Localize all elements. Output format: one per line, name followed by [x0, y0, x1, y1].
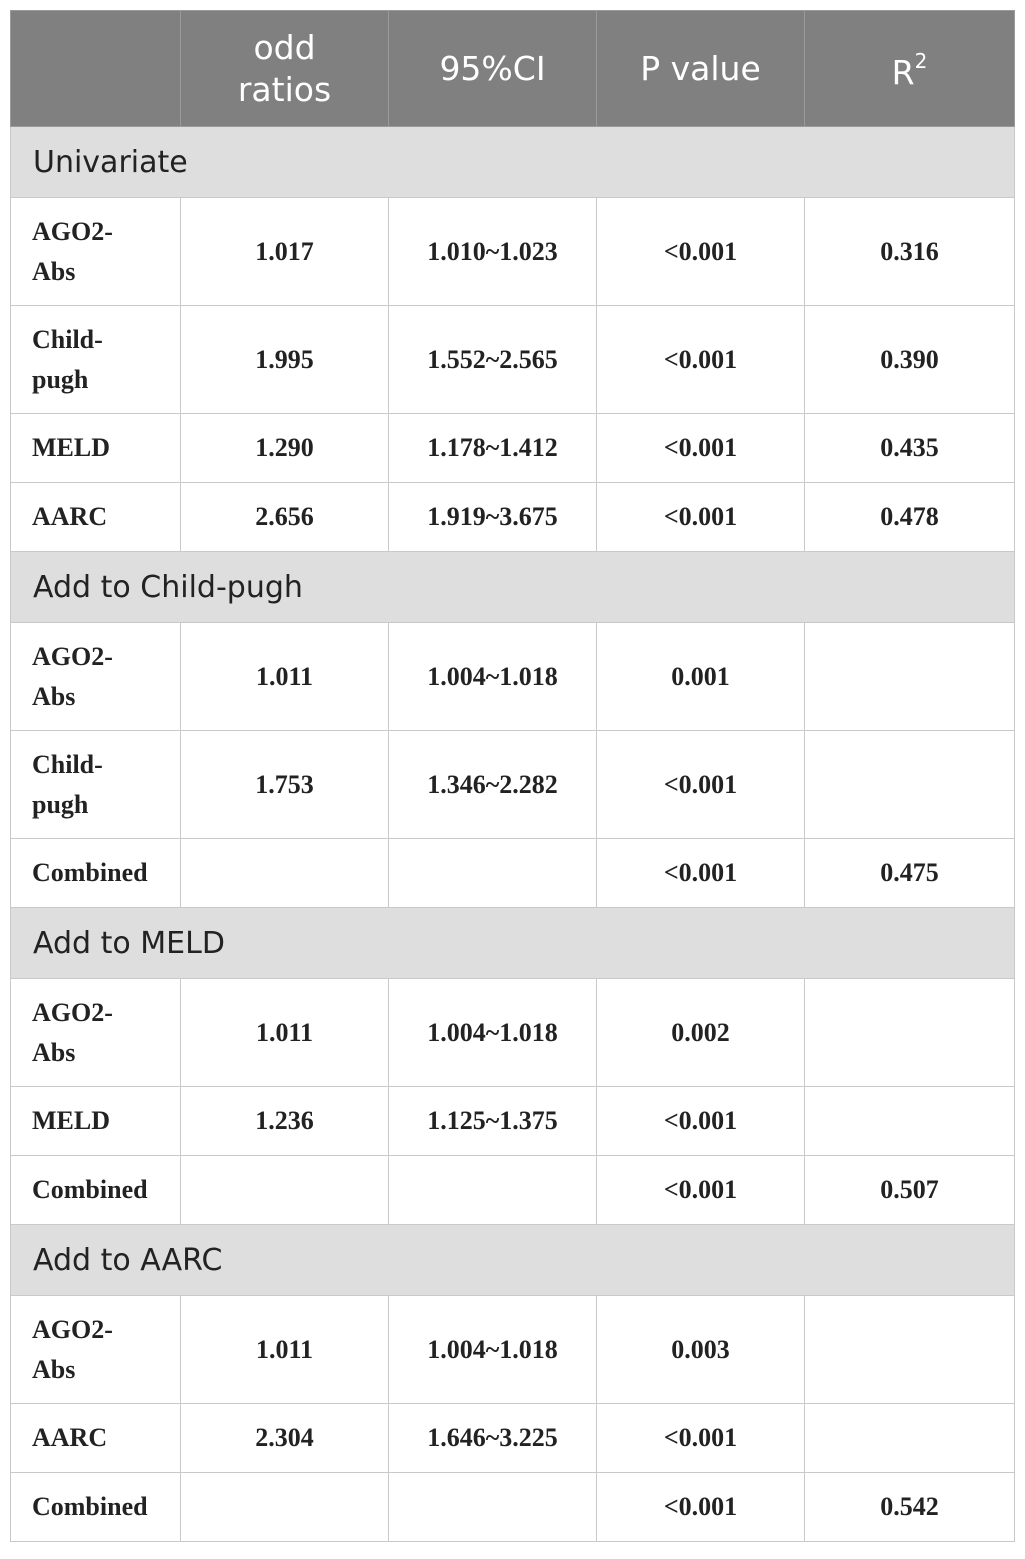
section-title: Univariate	[11, 127, 1015, 198]
p-value-cell: 0.002	[597, 979, 805, 1087]
table-row	[11, 1404, 1015, 1473]
row-label-line1: AGO2-	[32, 216, 113, 246]
ci-cell: 1.010~1.023	[389, 198, 597, 306]
p-value-cell: <0.001	[597, 1404, 805, 1473]
ci-cell	[389, 1156, 597, 1225]
row-label	[11, 1156, 181, 1225]
ci-cell	[389, 839, 597, 908]
header-odds-ratio-line2: ratios	[237, 69, 332, 109]
section-title: Add to Child-pugh	[11, 552, 1015, 623]
row-label-line1: AARC	[32, 502, 108, 531]
row-label-line1: Combined	[32, 1492, 148, 1521]
odds-ratio-cell: 1.011	[181, 1296, 389, 1404]
row-label	[11, 623, 181, 731]
r-squared-cell: 0.390	[805, 306, 1015, 414]
r-squared-cell	[805, 1404, 1015, 1473]
row-label	[11, 1296, 181, 1404]
p-value-cell: <0.001	[597, 1087, 805, 1156]
row-label-line1: AARC	[32, 1423, 108, 1452]
table-row	[11, 979, 1015, 1087]
ci-cell: 1.178~1.412	[389, 414, 597, 483]
section-title: Add to AARC	[11, 1225, 1015, 1296]
row-label-line1: Combined	[32, 1175, 148, 1204]
r-squared-cell	[805, 979, 1015, 1087]
header-r-squared	[805, 11, 1015, 127]
table-row	[11, 1473, 1015, 1542]
table-row	[11, 414, 1015, 483]
row-label	[11, 839, 181, 908]
row-label-line1: Child-	[32, 749, 103, 779]
row-label-line1: MELD	[32, 433, 110, 462]
odds-ratio-cell: 1.995	[181, 306, 389, 414]
header-odds-ratio	[181, 11, 389, 127]
row-label-line2: Abs	[32, 256, 76, 286]
r-squared-cell: 0.507	[805, 1156, 1015, 1225]
table-row	[11, 1087, 1015, 1156]
ci-cell: 1.004~1.018	[389, 623, 597, 731]
row-label	[11, 1087, 181, 1156]
odds-ratio-cell: 1.753	[181, 731, 389, 839]
p-value-cell: <0.001	[597, 414, 805, 483]
ci-cell: 1.919~3.675	[389, 483, 597, 552]
section-title: Add to MELD	[11, 908, 1015, 979]
table-body	[11, 127, 1015, 1542]
row-label-line1: Combined	[32, 858, 148, 887]
r-squared-cell	[805, 1087, 1015, 1156]
table-row	[11, 731, 1015, 839]
p-value-cell: 0.001	[597, 623, 805, 731]
row-label	[11, 306, 181, 414]
section-row	[11, 1225, 1015, 1296]
header-p-value: P value	[597, 11, 805, 127]
r-squared-cell: 0.542	[805, 1473, 1015, 1542]
ci-cell: 1.004~1.018	[389, 1296, 597, 1404]
p-value-cell: <0.001	[597, 1156, 805, 1225]
row-label-line1: AGO2-	[32, 641, 113, 671]
header-r-squared-sup: 2	[914, 48, 928, 73]
header-r-squared-base: R	[891, 52, 915, 92]
table-row	[11, 306, 1015, 414]
section-row	[11, 552, 1015, 623]
section-row	[11, 127, 1015, 198]
p-value-cell: 0.003	[597, 1296, 805, 1404]
row-label-line2: Abs	[32, 1037, 76, 1067]
odds-ratio-cell	[181, 1473, 389, 1542]
odds-ratio-cell: 1.011	[181, 623, 389, 731]
row-label	[11, 414, 181, 483]
row-label	[11, 731, 181, 839]
ci-cell: 1.646~3.225	[389, 1404, 597, 1473]
row-label	[11, 979, 181, 1087]
p-value-cell: <0.001	[597, 306, 805, 414]
ci-cell: 1.004~1.018	[389, 979, 597, 1087]
odds-ratio-cell	[181, 839, 389, 908]
row-label-line2: Abs	[32, 681, 76, 711]
odds-ratio-cell: 2.656	[181, 483, 389, 552]
header-blank-cell	[11, 11, 181, 127]
p-value-cell: <0.001	[597, 839, 805, 908]
table-row	[11, 198, 1015, 306]
row-label	[11, 1473, 181, 1542]
odds-ratio-cell: 1.017	[181, 198, 389, 306]
row-label	[11, 1404, 181, 1473]
row-label-line1: Child-	[32, 324, 103, 354]
odds-ratio-cell: 1.236	[181, 1087, 389, 1156]
table-header-row	[11, 11, 1015, 127]
odds-ratio-cell: 1.011	[181, 979, 389, 1087]
p-value-cell: <0.001	[597, 198, 805, 306]
row-label-line2: pugh	[32, 364, 89, 394]
header-ci: 95%CI	[389, 11, 597, 127]
row-label-line1: AGO2-	[32, 997, 113, 1027]
r-squared-cell: 0.316	[805, 198, 1015, 306]
ci-cell: 1.346~2.282	[389, 731, 597, 839]
header-odds-ratio-line1: odd	[253, 27, 316, 67]
section-row	[11, 908, 1015, 979]
row-label-line2: Abs	[32, 1354, 76, 1384]
ci-cell: 1.552~2.565	[389, 306, 597, 414]
row-label-line1: MELD	[32, 1106, 110, 1135]
r-squared-cell	[805, 623, 1015, 731]
odds-ratio-cell: 1.290	[181, 414, 389, 483]
p-value-cell: <0.001	[597, 1473, 805, 1542]
r-squared-cell: 0.435	[805, 414, 1015, 483]
r-squared-cell	[805, 731, 1015, 839]
regression-table	[10, 10, 1015, 1542]
p-value-cell: <0.001	[597, 731, 805, 839]
table-row	[11, 623, 1015, 731]
r-squared-cell: 0.478	[805, 483, 1015, 552]
ci-cell: 1.125~1.375	[389, 1087, 597, 1156]
table-row	[11, 1296, 1015, 1404]
ci-cell	[389, 1473, 597, 1542]
row-label	[11, 483, 181, 552]
row-label-line2: pugh	[32, 789, 89, 819]
table-row	[11, 839, 1015, 908]
p-value-cell: <0.001	[597, 483, 805, 552]
table-row	[11, 483, 1015, 552]
row-label	[11, 198, 181, 306]
row-label-line1: AGO2-	[32, 1314, 113, 1344]
table-row	[11, 1156, 1015, 1225]
r-squared-cell: 0.475	[805, 839, 1015, 908]
odds-ratio-cell	[181, 1156, 389, 1225]
odds-ratio-cell: 2.304	[181, 1404, 389, 1473]
r-squared-cell	[805, 1296, 1015, 1404]
